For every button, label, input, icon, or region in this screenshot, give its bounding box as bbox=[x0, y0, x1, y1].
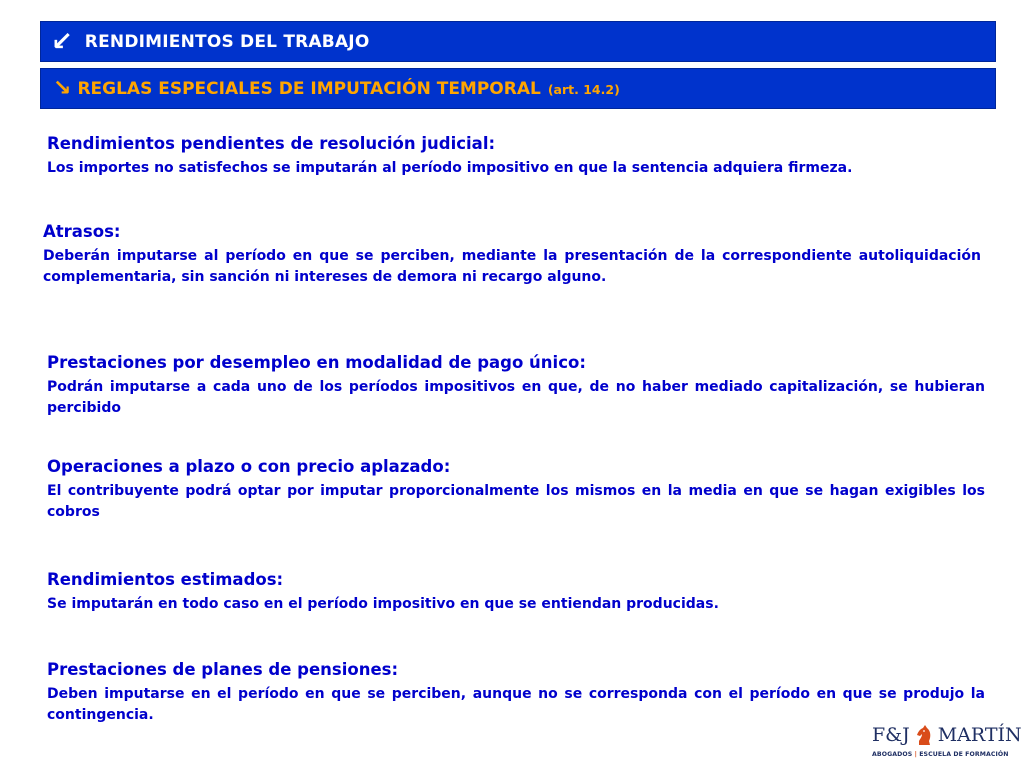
chess-knight-icon bbox=[915, 724, 933, 746]
section-text: Los importes no satisfechos se imputarán al período impositivo en que la sentencia adquiera firmeza. bbox=[47, 160, 853, 176]
section-heading: Prestaciones por desempleo en modalidad de pago único: bbox=[47, 353, 586, 372]
company-logo bbox=[868, 724, 1022, 764]
section-pending-judicial bbox=[47, 133, 985, 179]
section-heading: Prestaciones de planes de pensiones: bbox=[47, 660, 399, 679]
section-text: Se imputarán en todo caso en el período impositivo en que se entiendan producidas. bbox=[47, 596, 719, 612]
section-text: Deben imputarse en el período en que se perciben, aunque no se corresponda con el período en que se produjo la contingencia. bbox=[47, 686, 985, 723]
section-heading: Operaciones a plazo o con precio aplazado: bbox=[47, 457, 451, 476]
section-desempleo bbox=[47, 352, 985, 419]
header-title: RENDIMIENTOS DEL TRABAJO bbox=[84, 31, 370, 52]
section-heading: Rendimientos pendientes de resolución judicial: bbox=[47, 134, 496, 153]
logo-sub-left: ABOGADOS bbox=[872, 751, 913, 758]
section-atrasos bbox=[43, 221, 981, 288]
section-text: El contribuyente podrá optar por imputar proporcionalmente los mismos en la media en que se hagan exigibles los cobros bbox=[47, 483, 985, 520]
logo-left-text: F&J bbox=[872, 724, 910, 746]
logo-sub-right: ESCUELA DE FORMACIÓN bbox=[919, 751, 1009, 758]
section-heading: Rendimientos estimados: bbox=[47, 570, 284, 589]
logo-right-text: MARTÍN bbox=[937, 724, 1022, 746]
arrow-down-right-icon: ↘ bbox=[53, 75, 72, 101]
section-operaciones-plazo bbox=[47, 456, 985, 523]
header-bar bbox=[40, 21, 996, 62]
section-rendimientos-estimados bbox=[47, 569, 985, 615]
subheader-title: REGLAS ESPECIALES DE IMPUTACIÓN TEMPORAL bbox=[77, 78, 541, 99]
section-text: Podrán imputarse a cada uno de los períodos impositivos en que, de no haber mediado capitalización, se hubieran percibido bbox=[47, 379, 985, 416]
section-planes-pensiones bbox=[47, 659, 985, 726]
section-heading: Atrasos: bbox=[43, 222, 121, 241]
arrow-down-left-icon: ↙ bbox=[51, 26, 73, 57]
subheader-bar bbox=[40, 68, 996, 109]
subheader-reference: (art. 14.2) bbox=[547, 82, 620, 97]
logo-separator: | bbox=[914, 751, 917, 758]
section-text: Deberán imputarse al período en que se perciben, mediante la presentación de la correspondiente autoliquidación complementaria, sin sanción ni intereses de demora ni recargo alguno. bbox=[43, 248, 981, 285]
